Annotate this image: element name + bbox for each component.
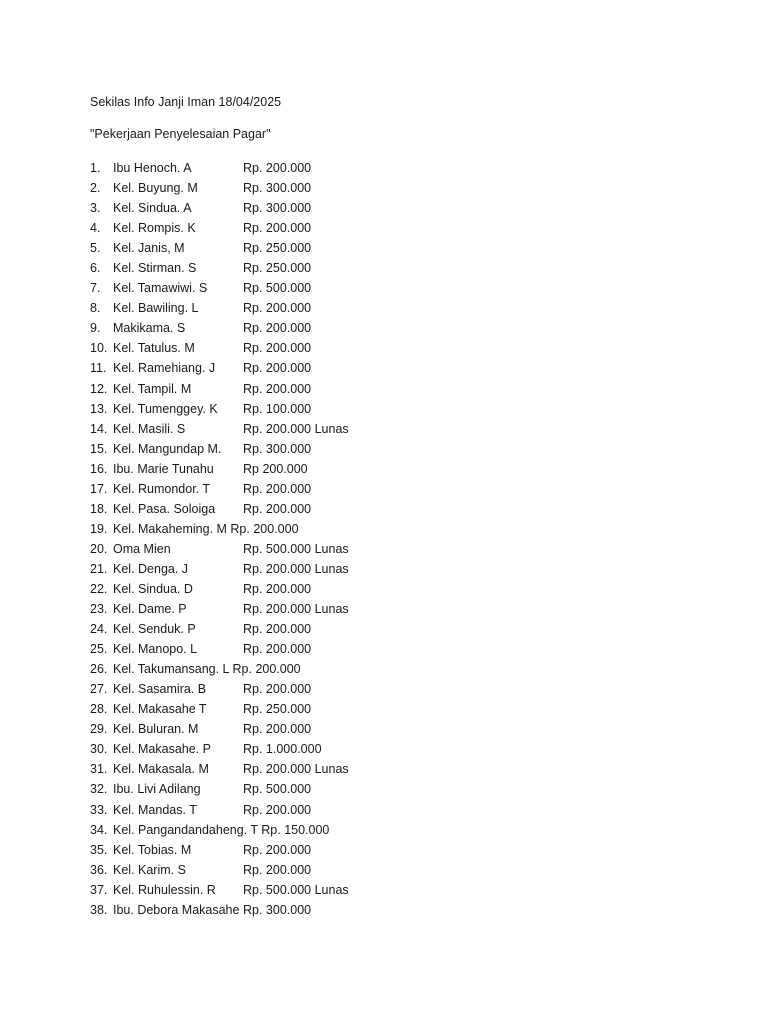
list-item-amount: Rp. 200.000 bbox=[243, 581, 312, 596]
list-item-name: Kel. Makasala. M bbox=[113, 762, 209, 777]
list-item-name: Kel. Buluran. M bbox=[113, 722, 199, 737]
list-item-name: Oma Mien bbox=[113, 541, 171, 556]
list-item-number: 32. bbox=[90, 782, 108, 797]
list-item-amount: Rp. 200.000 bbox=[243, 842, 312, 857]
list-item-name: Kel. Pangandandaheng. T Rp. 150.000 bbox=[113, 822, 330, 837]
document-subtitle: "Pekerjaan Penyelesaian Pagar" bbox=[90, 127, 271, 141]
list-item-name: Ibu Henoch. A bbox=[113, 161, 192, 175]
list-item-amount: Rp. 200.000 bbox=[243, 301, 312, 316]
list-item-number: 20. bbox=[90, 541, 108, 556]
list-item-number: 24. bbox=[90, 622, 108, 637]
list-item-number: 4. bbox=[90, 221, 101, 236]
list-item-number: 6. bbox=[90, 261, 101, 276]
list-item-amount: Rp. 200.000 bbox=[243, 862, 312, 877]
list-item-name: Kel. Sindua. A bbox=[113, 201, 192, 216]
list-item-amount: Rp. 200.000 bbox=[243, 161, 312, 175]
list-item-name: Kel. Rompis. K bbox=[113, 221, 196, 236]
list-item-name: Kel. Makasahe. P bbox=[113, 742, 211, 757]
list-item-amount: Rp. 200.000 bbox=[243, 381, 312, 396]
list-item-number: 38. bbox=[90, 902, 108, 917]
list-item-amount: Rp. 200.000 bbox=[243, 802, 312, 817]
list-item-name: Kel. Buyung. M bbox=[113, 181, 198, 196]
list-item-amount: Rp. 300.000 bbox=[243, 201, 312, 216]
list-item-number: 22. bbox=[90, 581, 108, 596]
list-item-amount: Rp. 500.000 Lunas bbox=[243, 541, 349, 556]
list-item-number: 36. bbox=[90, 862, 108, 877]
list-item-name: Kel. Stirman. S bbox=[113, 261, 197, 276]
list-item-name: Ibu. Debora Makasahe bbox=[113, 902, 240, 917]
list-item-name: Kel. Tamawiwi. S bbox=[113, 281, 208, 296]
list-item-name: Ibu. Livi Adilang bbox=[113, 782, 201, 797]
list-item-name: Kel. Masili. S bbox=[113, 421, 186, 436]
list-item-amount: Rp. 200.000 bbox=[243, 622, 312, 637]
list-item-amount: Rp. 200.000 bbox=[243, 361, 312, 376]
list-item-amount: Rp 200.000 bbox=[243, 461, 308, 476]
list-item-name: Kel. Senduk. P bbox=[113, 622, 196, 637]
list-item-name: Kel. Takumansang. L Rp. 200.000 bbox=[113, 662, 301, 677]
list-item-name: Kel. Pasa. Soloiga bbox=[113, 501, 216, 516]
list-item-amount: Rp. 300.000 bbox=[243, 902, 312, 917]
list-item-amount: Rp. 200.000 bbox=[243, 341, 312, 356]
list-item-number: 28. bbox=[90, 702, 108, 717]
list-item-number: 12. bbox=[90, 381, 108, 396]
document-title: Sekilas Info Janji Iman 18/04/2025 bbox=[90, 95, 282, 109]
list-item-name: Kel. Rumondor. T bbox=[113, 481, 211, 496]
list-item-number: 2. bbox=[90, 181, 101, 196]
list-item-number: 13. bbox=[90, 401, 108, 416]
list-item-name: Kel. Makaheming. M Rp. 200.000 bbox=[113, 521, 299, 536]
list-item-amount: Rp. 200.000 bbox=[243, 501, 312, 516]
list-item-amount: Rp. 500.000 Lunas bbox=[243, 882, 349, 897]
list-item-number: 21. bbox=[90, 561, 108, 576]
list-item-amount: Rp. 200.000 bbox=[243, 221, 312, 236]
list-item-number: 17. bbox=[90, 481, 108, 496]
list-item-number: 8. bbox=[90, 301, 101, 316]
list-item-number: 23. bbox=[90, 602, 108, 617]
list-item-amount: Rp. 250.000 bbox=[243, 702, 312, 717]
list-item-number: 37. bbox=[90, 882, 108, 897]
list-item-number: 26. bbox=[90, 662, 108, 677]
list-item-amount: Rp. 250.000 bbox=[243, 261, 312, 276]
list-item-name: Kel. Ramehiang. J bbox=[113, 361, 216, 376]
list-item-name: Ibu. Marie Tunahu bbox=[113, 461, 214, 476]
list-item-amount: Rp. 200.000 Lunas bbox=[243, 561, 349, 576]
list-item-number: 1. bbox=[90, 161, 101, 175]
list-item-amount: Rp. 500.000 bbox=[243, 281, 312, 296]
list-item-number: 31. bbox=[90, 762, 108, 777]
list-item-number: 27. bbox=[90, 682, 108, 697]
list-item-number: 18. bbox=[90, 501, 108, 516]
list-item-amount: Rp. 200.000 Lunas bbox=[243, 762, 349, 777]
list-item-name: Kel. Dame. P bbox=[113, 602, 187, 617]
list-item-amount: Rp. 300.000 bbox=[243, 181, 312, 196]
list-item-amount: Rp. 250.000 bbox=[243, 241, 312, 256]
list-item-amount: Rp. 500.000 bbox=[243, 782, 312, 797]
list-item-name: Kel. Mandas. T bbox=[113, 802, 197, 817]
list-item-amount: Rp. 200.000 bbox=[243, 481, 312, 496]
list-item-number: 30. bbox=[90, 742, 108, 757]
list-item-name: Kel. Sasamira. B bbox=[113, 682, 207, 697]
list-item-number: 33. bbox=[90, 802, 108, 817]
list-item-amount: Rp. 200.000 bbox=[243, 722, 312, 737]
list-item-number: 10. bbox=[90, 341, 108, 356]
list-item-amount: Rp. 1.000.000 bbox=[243, 742, 322, 757]
list-item-name: Kel. Denga. J bbox=[113, 561, 189, 576]
list-item-number: 35. bbox=[90, 842, 108, 857]
list-item-number: 34. bbox=[90, 822, 108, 837]
list-item-number: 9. bbox=[90, 321, 101, 336]
list-item-amount: Rp. 200.000 bbox=[243, 321, 312, 336]
list-item-amount: Rp. 100.000 bbox=[243, 401, 312, 416]
list-item-amount: Rp. 200.000 Lunas bbox=[243, 421, 349, 436]
list-item-number: 29. bbox=[90, 722, 108, 737]
list-item-name: Kel. Tatulus. M bbox=[113, 341, 195, 356]
list-item-number: 25. bbox=[90, 642, 108, 657]
list-item-number: 7. bbox=[90, 281, 101, 296]
list-item-amount: Rp. 300.000 bbox=[243, 441, 312, 456]
list-item-number: 14. bbox=[90, 421, 108, 436]
list-item-number: 11. bbox=[90, 361, 107, 376]
list-item-name: Kel. Sindua. D bbox=[113, 581, 193, 596]
list-item-name: Kel. Ruhulessin. R bbox=[113, 882, 216, 897]
list-item-name: Kel. Tobias. M bbox=[113, 842, 192, 857]
list-item-number: 16. bbox=[90, 461, 108, 476]
list-item-name: Kel. Karim. S bbox=[113, 862, 186, 877]
list-item-number: 19. bbox=[90, 521, 108, 536]
list-item-name: Kel. Tumenggey. K bbox=[113, 401, 218, 416]
list-item-number: 15. bbox=[90, 441, 108, 456]
list-item-name: Kel. Tampil. M bbox=[113, 381, 192, 396]
list-item-name: Kel. Bawiling. L bbox=[113, 301, 199, 316]
list-item-name: Makikama. S bbox=[113, 321, 186, 336]
list-item-number: 3. bbox=[90, 201, 101, 216]
list-item-name: Kel. Mangundap M. bbox=[113, 441, 222, 456]
list-item-amount: Rp. 200.000 bbox=[243, 642, 312, 657]
list-item-amount: Rp. 200.000 Lunas bbox=[243, 602, 349, 617]
list-item-amount: Rp. 200.000 bbox=[243, 682, 312, 697]
list-item-name: Kel. Manopo. L bbox=[113, 642, 198, 657]
list-item-name: Kel. Makasahe T bbox=[113, 702, 207, 717]
list-item-name: Kel. Janis, M bbox=[113, 241, 185, 256]
list-item-number: 5. bbox=[90, 241, 101, 256]
